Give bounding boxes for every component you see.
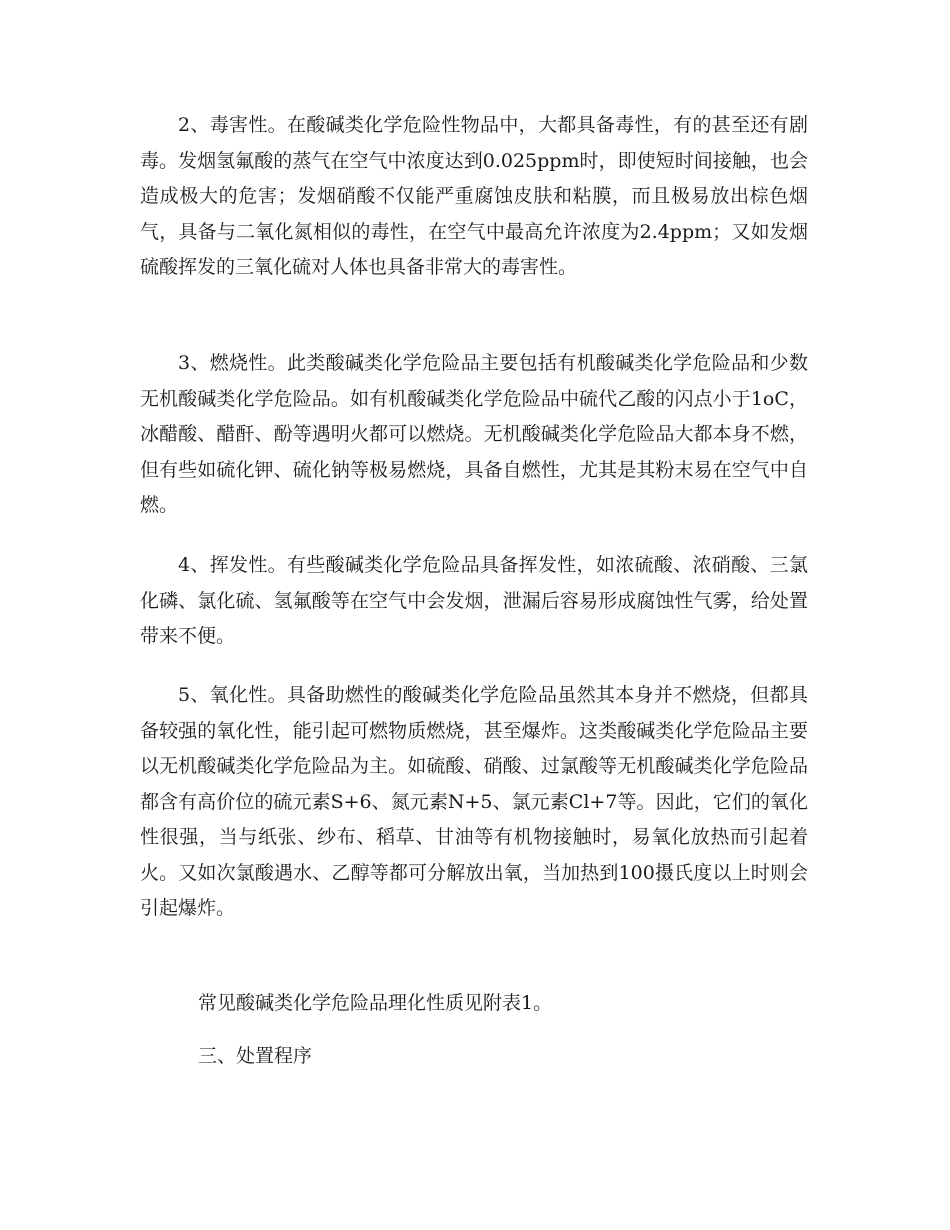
paragraph-flammability: 3、燃烧性。此类酸碱类化学危险品主要包括有机酸碱类化学危险品和少数无机酸碱类化学危险品。如有机酸碱类化学危险品中硫代乙酸的闪点小于1oC，冰醋酸、醋酐、酚等遇明火都可以燃烧。无机酸碱类化学危险品大都本身不燃，但有些如硫化钾、硫化钠等极易燃烧，具备自燃性，尤其是其粉末易在空气中自燃。 — [140, 352, 808, 516]
paragraph-oxidizing: 5、氧化性。具备助燃性的酸碱类化学危险品虽然其本身并不燃烧，但都具备较强的氧化性，能引起可燃物质燃烧，甚至爆炸。这类酸碱类化学危险品主要以无机酸碱类化学危险品为主。如硫酸、硝酸、过氯酸等无机酸碱类化学危险品都含有高价位的硫元素S+6、氮元素N+5、氯元素Cl+7等。因此，它们的氧化性很强，当与纸张、纱布、稻草、甘油等有机物接触时，易氧化放热而引起着火。又如次氯酸遇水、乙醇等都可分解放出氧，当加热到100摄氏度以上时则会引起爆炸。 — [140, 684, 808, 919]
section-heading: 三、处置程序 — [198, 1045, 313, 1067]
appendix-note: 常见酸碱类化学危险品理化性质见附表1。 — [198, 992, 553, 1014]
paragraph-volatility: 4、挥发性。有些酸碱类化学危险品具备挥发性，如浓硫酸、浓硝酸、三氯化磷、氯化硫、氢氟酸等在空气中会发烟，泄漏后容易形成腐蚀性气雾，给处置带来不便。 — [140, 554, 808, 647]
paragraph-toxicity: 2、毒害性。在酸碱类化学危险性物品中，大都具备毒性，有的甚至还有剧毒。发烟氢氟酸的蒸气在空气中浓度达到0.025ppm时，即使短时间接触，也会造成极大的危害；发烟硝酸不仅能严重腐蚀皮肤和粘膜，而且极易放出棕色烟气，具备与二氧化氮相似的毒性，在空气中最高允许浓度为2.4ppm；又如发烟硫酸挥发的三氧化硫对人体也具备非常大的毒害性。 — [140, 114, 808, 278]
